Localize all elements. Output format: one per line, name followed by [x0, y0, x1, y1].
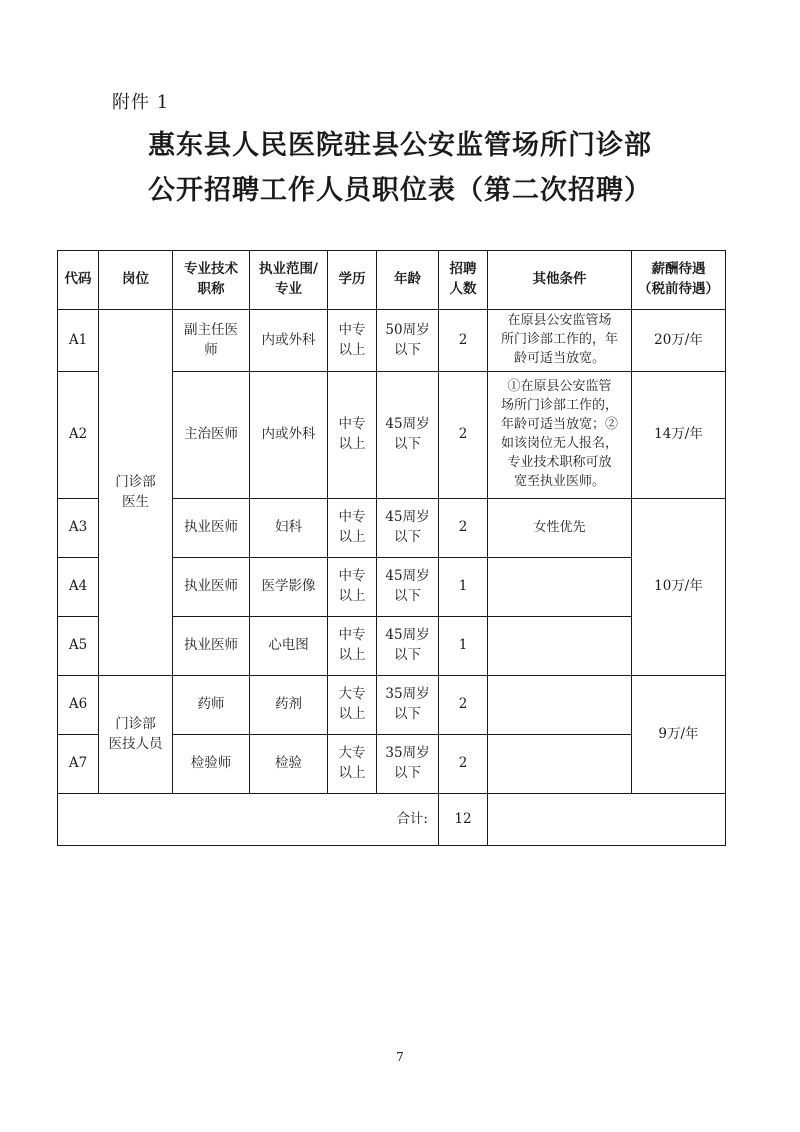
cell-education: 中专 以上 — [328, 310, 377, 372]
position-table — [57, 250, 726, 846]
cell-practice-scope: 心电图 — [250, 617, 328, 676]
cell-hire-count: 2 — [439, 735, 488, 794]
table-row — [58, 310, 726, 372]
cell-hire-count: 1 — [439, 558, 488, 617]
cell-education: 中专 以上 — [328, 617, 377, 676]
cell-age: 45周岁 以下 — [377, 372, 439, 499]
header-salary: 薪酬待遇 （税前待遇） — [632, 251, 726, 310]
cell-other-conditions — [488, 735, 632, 794]
cell-practice-scope: 药剂 — [250, 676, 328, 735]
cell-age: 45周岁 以下 — [377, 499, 439, 558]
cell-practice-scope: 内或外科 — [250, 310, 328, 372]
total-label: 合计: — [58, 794, 439, 846]
cell-other-conditions: 在原县公安监管场 所门诊部工作的，年 龄可适当放宽。 — [488, 310, 632, 372]
cell-code: A1 — [58, 310, 99, 372]
header-professional-title: 专业技术 职称 — [173, 251, 250, 310]
cell-code: A4 — [58, 558, 99, 617]
cell-practice-scope: 检验 — [250, 735, 328, 794]
cell-position-group-doctor: 门诊部 医生 — [99, 310, 173, 676]
cell-salary: 9万/年 — [632, 676, 726, 794]
cell-salary: 10万/年 — [632, 499, 726, 676]
header-position: 岗位 — [99, 251, 173, 310]
attachment-label: 附件 1 — [112, 92, 170, 113]
cell-professional-title: 执业医师 — [173, 617, 250, 676]
cell-code: A5 — [58, 617, 99, 676]
cell-hire-count: 2 — [439, 499, 488, 558]
cell-practice-scope: 妇科 — [250, 499, 328, 558]
cell-professional-title: 执业医师 — [173, 499, 250, 558]
page-number: 7 — [396, 1050, 404, 1064]
total-row-empty — [488, 794, 726, 846]
cell-age: 35周岁 以下 — [377, 676, 439, 735]
header-education: 学历 — [328, 251, 377, 310]
cell-hire-count: 2 — [439, 310, 488, 372]
cell-code: A7 — [58, 735, 99, 794]
cell-hire-count: 1 — [439, 617, 488, 676]
cell-practice-scope: 医学影像 — [250, 558, 328, 617]
cell-professional-title: 副主任医 师 — [173, 310, 250, 372]
cell-code: A2 — [58, 372, 99, 499]
cell-professional-title: 药师 — [173, 676, 250, 735]
cell-other-conditions — [488, 617, 632, 676]
cell-other-conditions: ①在原县公安监管 场所门诊部工作的， 年龄可适当放宽；② 如该岗位无人报名， 专业技术职称可放 宽至执业医师。 — [488, 372, 632, 499]
cell-education: 中专 以上 — [328, 372, 377, 499]
cell-age: 50周岁 以下 — [377, 310, 439, 372]
cell-age: 45周岁 以下 — [377, 558, 439, 617]
cell-code: A6 — [58, 676, 99, 735]
header-age: 年龄 — [377, 251, 439, 310]
cell-education: 中专 以上 — [328, 558, 377, 617]
table-row — [58, 676, 726, 735]
cell-practice-scope: 内或外科 — [250, 372, 328, 499]
cell-other-conditions — [488, 558, 632, 617]
document-title-line-1: 惠东县人民医院驻县公安监管场所门诊部 — [148, 130, 652, 161]
header-hire-count: 招聘 人数 — [439, 251, 488, 310]
table-header-row — [58, 251, 726, 310]
cell-position-group-technician: 门诊部 医技人员 — [99, 676, 173, 794]
cell-code: A3 — [58, 499, 99, 558]
cell-other-conditions: 女性优先 — [488, 499, 632, 558]
header-practice-scope: 执业范围/ 专业 — [250, 251, 328, 310]
cell-education: 大专 以上 — [328, 676, 377, 735]
cell-education: 中专 以上 — [328, 499, 377, 558]
document-title-line-2: 公开招聘工作人员职位表（第二次招聘） — [148, 175, 652, 206]
header-other-conditions: 其他条件 — [488, 251, 632, 310]
cell-professional-title: 检验师 — [173, 735, 250, 794]
cell-age: 45周岁 以下 — [377, 617, 439, 676]
cell-other-conditions — [488, 676, 632, 735]
cell-salary: 20万/年 — [632, 310, 726, 372]
header-code: 代码 — [58, 251, 99, 310]
cell-education: 大专 以上 — [328, 735, 377, 794]
table-total-row — [58, 794, 726, 846]
cell-professional-title: 主治医师 — [173, 372, 250, 499]
cell-professional-title: 执业医师 — [173, 558, 250, 617]
cell-age: 35周岁 以下 — [377, 735, 439, 794]
cell-salary: 14万/年 — [632, 372, 726, 499]
cell-hire-count: 2 — [439, 676, 488, 735]
total-hire-count: 12 — [439, 794, 488, 846]
cell-hire-count: 2 — [439, 372, 488, 499]
